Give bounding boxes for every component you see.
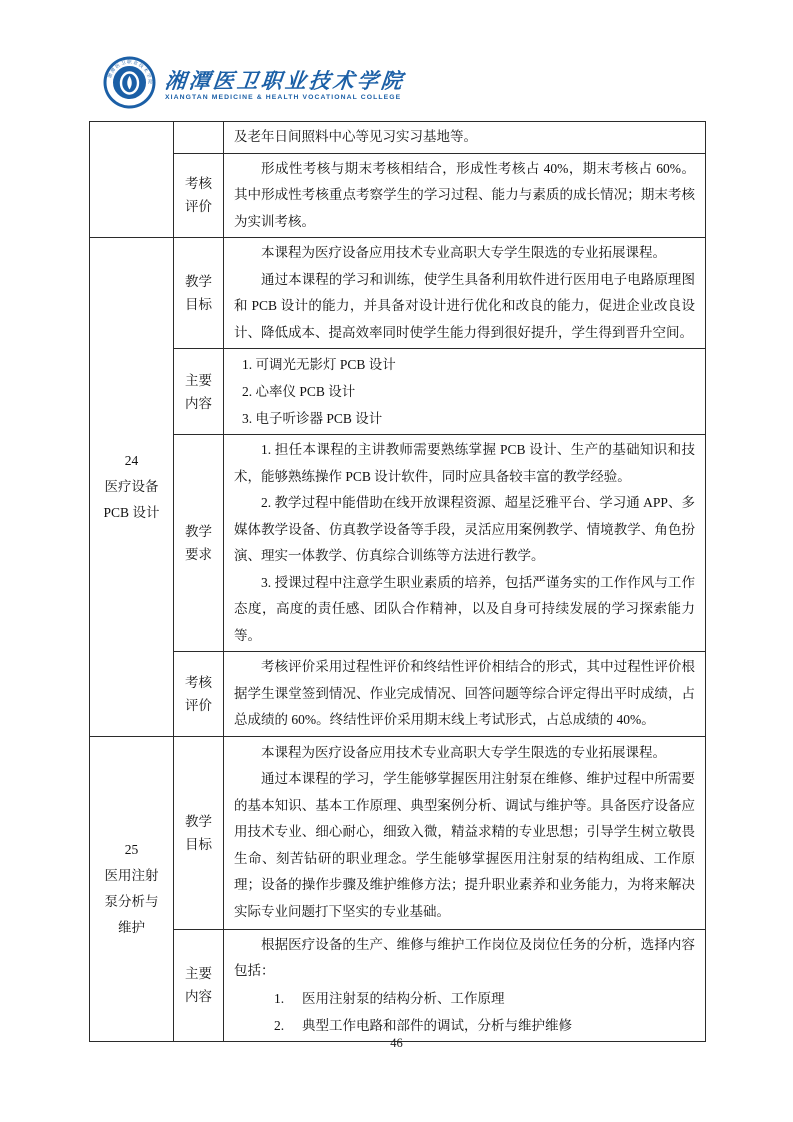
row-label-line: 内容	[185, 395, 212, 411]
course-name-line: PCB 设计	[103, 504, 160, 520]
list-item	[234, 985, 695, 1012]
row-label-line: 考核	[185, 674, 212, 690]
content-paragraph: 通过本课程的学习，学生能够掌握医用注射泵在维修、维护过程中所需要的基本知识、基本工作原理、典型案例分析、调试与维护等。具备医疗设备应用技术专业、细心耐心，细致入微，精益求精的专业思想；引导学生树立敬畏生命、刻苦钻研的职业理念。学生能够掌握医用注射泵的结构组成、工作原理；设备的操作步骤及维护维修方法；提升职业素养和业务能力，为将来解决实际专业问题打下坚实的专业基础。	[234, 771, 695, 919]
row-label-line: 教学	[185, 274, 212, 289]
cell-content	[224, 435, 706, 652]
course-name-line: 医疗设备	[104, 478, 159, 494]
row-label-line: 目标	[185, 297, 212, 312]
content-paragraph: 2. 教学过程中能借助在线开放课程资源、超星泛雅平台、学习通 APP、多媒体教学设备、仿真教学设备等手段，灵活应用案例教学、情境教学、角色扮演、理实一体教学、仿真综合训练等方法进行教学。	[234, 495, 695, 563]
cell-content	[224, 349, 706, 435]
table-row	[90, 238, 706, 349]
course-cell-prev	[90, 122, 174, 238]
content-paragraph: 考核评价采用过程性评价和终结性评价相结合的形式，其中过程性评价根据学生课堂签到情况、作业完成情况、回答问题等综合评定得出平时成绩，占总成绩的 60%。终结性评价采用期末线上考试形式，占总成绩的 40%。	[234, 659, 695, 727]
cell-content	[224, 929, 706, 1041]
content-paragraph: 形成性考核与期末考核相结合，形成性考核占 40%，期末考核占 60%。其中形成性考核重点考察学生的学习过程、能力与素质的成长情况；期末考核为实训考核。	[234, 160, 695, 229]
content-paragraph: 根据医疗设备的生产、维修与维护工作岗位及岗位任务的分析，选择内容包括：	[234, 936, 695, 978]
course-name-line: 维护	[118, 919, 145, 935]
row-label-empty	[174, 122, 224, 154]
row-label-line: 评价	[185, 199, 212, 215]
svg-text:湘潭医卫职业技术学院: 湘潭医卫职业技术学院	[106, 59, 153, 86]
table-row	[90, 652, 706, 737]
college-name-cn: 湘潭医卫职业技术学院	[163, 68, 407, 93]
row-label-line: 目标	[185, 836, 212, 852]
row-label-line: 教学	[185, 524, 212, 539]
row-label-line: 内容	[185, 989, 212, 1004]
row-label-objectives	[174, 736, 224, 929]
list-item: 3. 电子听诊器 PCB 设计	[242, 411, 383, 426]
list-item-text: 典型工作电路和部件的调试，分析与维护维修	[302, 1017, 572, 1033]
content-paragraph: 及老年日间照料中心等见习实习基地等。	[234, 129, 477, 144]
course-cell-25	[90, 736, 174, 1041]
content-paragraph: 本课程为医疗设备应用技术专业高职大专学生限选的专业拓展课程。	[261, 744, 666, 760]
list-item: 1. 可调光无影灯 PCB 设计	[242, 357, 396, 372]
row-label-main-content	[174, 929, 224, 1041]
list-item	[234, 1012, 695, 1039]
cell-content	[224, 153, 706, 238]
table-row	[90, 349, 706, 435]
college-name-en: XIANGTAN MEDICINE & HEALTH VOCATIONAL COLLEGE	[165, 93, 402, 101]
list-item: 2. 心率仪 PCB 设计	[242, 384, 356, 399]
college-logo	[103, 56, 405, 114]
content-paragraph: 本课程为医疗设备应用技术专业高职大专学生限选的专业拓展课程。	[261, 245, 666, 260]
table-row	[90, 435, 706, 652]
course-number: 24	[124, 452, 139, 468]
row-label-line: 评价	[185, 697, 212, 713]
row-label-line: 主要	[185, 966, 212, 981]
cell-content	[224, 652, 706, 737]
table-row	[90, 153, 706, 238]
course-cell-24	[90, 238, 174, 737]
content-paragraph: 通过本课程的学习和训练，使学生具备利用软件进行医用电子电路原理图和 PCB 设计的能力，并具备对设计进行优化和改良的能力，促进企业改良设计、降低成本、提高效率同时使学生能力得到很好提升，学生得到晋升空间。	[234, 271, 695, 340]
row-label-main-content	[174, 349, 224, 435]
course-table	[89, 121, 706, 1042]
cell-content	[224, 122, 706, 154]
table-row	[90, 736, 706, 929]
course-name-line: 医用注射	[104, 867, 159, 883]
cell-content	[224, 736, 706, 929]
cell-content	[224, 238, 706, 349]
row-label-assessment	[174, 652, 224, 737]
course-number: 25	[124, 841, 139, 857]
list-item-number: 1.	[274, 990, 285, 1006]
college-emblem-icon	[103, 56, 156, 114]
course-name-line: 泵分析与	[104, 893, 159, 909]
row-label-line: 主要	[185, 372, 212, 388]
row-label-line: 教学	[185, 813, 212, 829]
list-item-text: 医用注射泵的结构分析、工作原理	[302, 990, 505, 1006]
content-paragraph: 3. 授课过程中注意学生职业素质的培养，包括严谨务实的工作作风与工作态度，高度的责任感、团队合作精神，以及自身可持续发展的学习探索能力等。	[234, 574, 695, 643]
table-row	[90, 929, 706, 1041]
row-label-line: 考核	[185, 176, 212, 192]
row-label-line: 要求	[185, 547, 212, 562]
table-row	[90, 122, 706, 154]
list-item-number: 2.	[274, 1017, 285, 1033]
row-label-objectives	[174, 238, 224, 349]
row-label-teaching-requirements	[174, 435, 224, 652]
college-name-block	[165, 69, 405, 102]
row-label-assessment	[174, 153, 224, 238]
page-number: 46	[390, 1036, 403, 1050]
content-paragraph: 1. 担任本课程的主讲教师需要熟练掌握 PCB 设计、生产的基础知识和技术，能够熟练操作 PCB 设计软件，同时应具备较丰富的教学经验。	[234, 442, 695, 484]
